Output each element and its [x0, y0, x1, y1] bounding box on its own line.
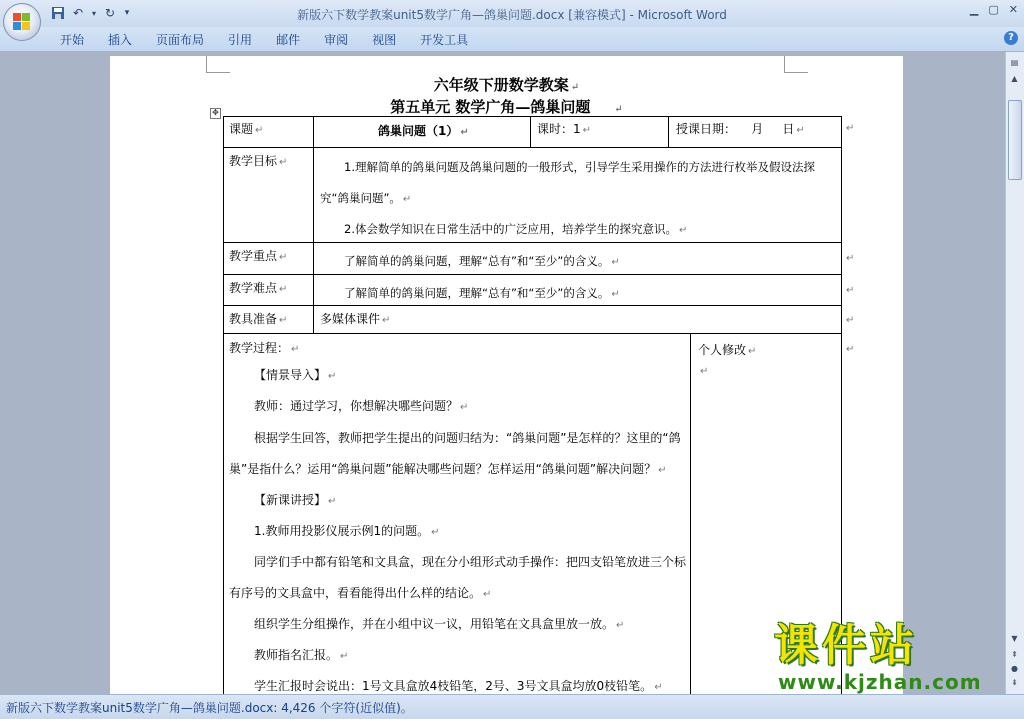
undo-icon[interactable]: ↶	[72, 6, 84, 20]
next-page-icon[interactable]: ⇟	[1011, 678, 1018, 687]
goals-line-3-text: 2.体会数学知识在日常生活中的广泛应用，培养学生的探究意识。	[344, 222, 677, 236]
select-browse-object-icon[interactable]: ●	[1011, 664, 1018, 673]
help-icon[interactable]: ?	[1004, 31, 1018, 45]
paragraph-mark-icon: ↵	[611, 289, 620, 300]
label-materials-text: 教具准备	[229, 312, 278, 326]
row-end-mark-icon	[844, 341, 854, 355]
row-end-mark: ↵	[846, 253, 855, 264]
document-name: 新版六下数学教案unit5数学广角—鸽巢问题.docx [兼容模式]	[297, 8, 626, 22]
table-border	[223, 274, 842, 275]
key-point-text	[344, 253, 620, 269]
table-border	[223, 333, 842, 334]
cell-mark-icon: ↵	[382, 315, 391, 326]
label-key-point-text: 教学重点	[229, 249, 278, 263]
cell-mark-icon: ↵	[279, 284, 288, 295]
office-button[interactable]	[3, 3, 41, 41]
row-end-mark: ↵	[846, 315, 855, 326]
document-subtitle-text: 第五单元 数学广角—鸽巢问题	[390, 98, 591, 116]
status-bar	[0, 694, 1024, 719]
row-end-mark: ↵	[846, 285, 855, 296]
ribbon-tabs	[48, 31, 480, 49]
process-line-8-text: 有序号的文具盒中，看看能得出什么样的结论。	[229, 586, 482, 600]
label-process	[229, 339, 299, 356]
tab-review[interactable]: 审阅	[324, 33, 349, 47]
crop-mark	[206, 72, 230, 73]
paragraph-mark-icon: ↵	[483, 589, 492, 600]
crop-mark	[784, 72, 808, 73]
process-line-3: 根据学生回答，教师把学生提出的问题归结为：“鸽巢问题”是怎样的？这里的“鸽	[254, 431, 681, 445]
paragraph-mark-icon: ↵	[460, 402, 469, 413]
scroll-down-icon[interactable]: ▼	[1011, 634, 1018, 643]
process-line-11	[254, 677, 663, 694]
row-end-mark-icon	[844, 120, 854, 134]
process-line-6-text: 1.教师用投影仪展示例1的问题。	[254, 524, 430, 538]
goals-line-2	[320, 190, 411, 206]
tab-developer[interactable]: 开发工具	[420, 33, 469, 47]
table-border	[841, 116, 842, 694]
cell-mark-icon: ↵	[255, 125, 264, 136]
paragraph-mark-icon: ↵	[402, 194, 412, 205]
label-key-point	[229, 247, 287, 264]
label-personal-edit-text: 个人修改	[698, 343, 747, 357]
document-page[interactable]	[110, 56, 903, 694]
table-border	[223, 242, 842, 243]
previous-page-icon[interactable]: ⇞	[1011, 650, 1018, 659]
difficulty-content: 了解简单的鸽巢问题，理解“总有”和“至少”的含义。	[344, 286, 610, 300]
process-line-6	[254, 522, 439, 539]
row-end-mark-icon	[844, 282, 854, 296]
cell-mark-icon: ↵	[279, 157, 288, 168]
tab-mailings[interactable]: 邮件	[276, 33, 301, 47]
site-watermark	[770, 618, 1010, 692]
document-title-text: 六年级下册数学教案	[433, 76, 569, 94]
watermark-title: 课件站	[774, 620, 918, 671]
cell-mark-icon: ↵	[582, 125, 592, 136]
row-end-mark: ↵	[846, 123, 855, 134]
tab-page-layout[interactable]: 页面布局	[156, 33, 205, 47]
label-personal-edit	[698, 341, 756, 358]
customize-qat-icon[interactable]: ▾	[124, 8, 130, 18]
lesson-topic	[378, 122, 469, 139]
lesson-hours-text: 课时：1	[537, 122, 581, 136]
table-border	[530, 116, 531, 147]
label-materials	[229, 310, 287, 327]
scroll-up-icon[interactable]: ▲	[1011, 74, 1018, 83]
paragraph-mark-icon: ↵	[616, 620, 625, 631]
process-line-4-text: 巢”是指什么？运用“鸽巢问题”能解决哪些问题？怎样运用“鸽巢问题”解决问题？	[229, 462, 657, 476]
cell-mark-icon: ↵	[460, 127, 469, 138]
title-separator: -	[625, 8, 638, 22]
table-border	[223, 147, 842, 148]
table-border	[223, 116, 842, 117]
label-goals	[229, 152, 287, 169]
table-border	[668, 116, 669, 147]
paragraph-mark-icon: ↵	[611, 257, 620, 268]
paragraph-mark-icon: ↵	[431, 527, 440, 538]
paragraph-mark-icon: ↵	[291, 344, 300, 355]
process-line-7: 同学们手中都有铅笔和文具盒，现在分小组形式动手操作：把四支铅笔放进三个标	[254, 555, 687, 569]
paragraph-mark-icon: ↵	[340, 651, 349, 662]
ribbon	[0, 27, 1024, 52]
paragraph-mark-icon: ↵	[700, 366, 709, 377]
key-point-content: 了解简单的鸽巢问题，理解“总有”和“至少”的含义。	[344, 254, 610, 268]
watermark-url: www.kjzhan.com	[778, 670, 982, 694]
process-line-9	[254, 615, 624, 632]
vertical-scrollbar[interactable]	[1005, 52, 1024, 694]
office-logo-icon	[13, 13, 31, 31]
tab-references[interactable]: 引用	[228, 33, 253, 47]
cell-mark-icon: ↵	[279, 315, 288, 326]
crop-mark	[206, 56, 207, 72]
paragraph-mark-icon: ↵	[748, 346, 757, 357]
label-topic	[229, 120, 263, 137]
lesson-date-text: 授课日期： 月 日	[676, 122, 795, 136]
process-line-1-text: 【情景导入】	[254, 368, 327, 382]
paragraph-mark-icon: ↵	[570, 82, 580, 93]
undo-dropdown-icon[interactable]: ▾	[91, 8, 96, 18]
process-line-10	[254, 646, 348, 663]
materials-text	[320, 310, 390, 327]
window-title	[0, 6, 1024, 23]
label-difficulty	[229, 279, 287, 296]
tab-view[interactable]: 视图	[372, 33, 397, 47]
process-line-5-text: 【新课讲授】	[254, 493, 327, 507]
process-line-11-text: 学生汇报时会说出：1号文具盒放4枝铅笔，2号、3号文具盒均放0枝铅笔。	[254, 679, 653, 693]
tab-home[interactable]: 开始	[60, 33, 85, 47]
window-controls	[970, 3, 1018, 16]
label-goals-text: 教学目标	[229, 154, 278, 168]
table-border	[223, 116, 224, 694]
paragraph-mark-icon: ↵	[678, 225, 688, 236]
label-process-text: 教学过程：	[229, 341, 290, 355]
process-line-2	[254, 397, 468, 414]
document-workspace[interactable]	[0, 52, 1006, 694]
app-name: Microsoft Word	[637, 8, 727, 22]
paragraph-mark-icon: ↵	[614, 104, 623, 115]
cell-mark-icon: ↵	[279, 252, 288, 263]
paragraph-mark-icon: ↵	[328, 496, 337, 507]
minimize-icon[interactable]: ▁	[969, 3, 979, 16]
label-difficulty-text: 教学难点	[229, 281, 278, 295]
process-line-1	[254, 366, 336, 383]
crop-mark	[784, 56, 785, 72]
label-topic-text: 课题	[229, 122, 254, 136]
cell-mark-icon	[698, 363, 708, 377]
close-icon[interactable]: ✕	[1008, 3, 1018, 16]
process-line-8	[229, 584, 491, 601]
row-end-mark: ↵	[846, 344, 855, 355]
paragraph-mark-icon: ↵	[654, 682, 663, 693]
tab-insert[interactable]: 插入	[108, 33, 133, 47]
process-line-2-text: 教师：通过学习，你想解决哪些问题？	[254, 399, 459, 413]
materials-content: 多媒体课件	[320, 312, 381, 326]
restore-icon[interactable]: ▢	[988, 3, 999, 16]
scrollbar-thumb[interactable]	[1008, 100, 1022, 180]
lesson-hours	[537, 120, 591, 137]
row-end-mark-icon	[844, 250, 854, 264]
process-line-5	[254, 491, 336, 508]
ruler-toggle-icon[interactable]: ▤	[1010, 58, 1019, 67]
process-line-10-text: 教师指名汇报。	[254, 648, 339, 662]
table-border	[313, 116, 314, 333]
goals-line-2-text: 究“鸽巢问题”。	[320, 191, 401, 205]
title-bar	[0, 0, 1024, 27]
row-end-mark-icon	[844, 312, 854, 326]
lesson-topic-text: 鸽巢问题（1）	[378, 124, 459, 138]
paragraph-mark-icon: ↵	[328, 371, 337, 382]
goals-line-3	[344, 221, 687, 237]
table-move-handle-icon[interactable]: ✥	[210, 108, 221, 119]
difficulty-text	[344, 285, 620, 301]
document-title	[110, 74, 903, 95]
process-line-4	[229, 460, 666, 477]
cell-mark-icon: ↵	[796, 125, 805, 136]
process-line-9-text: 组织学生分组操作，并在小组中议一议，用铅笔在文具盒里放一放。	[254, 617, 615, 631]
lesson-date	[676, 120, 805, 137]
document-subtitle	[110, 96, 903, 117]
table-border	[223, 305, 842, 306]
redo-icon[interactable]: ↻	[104, 6, 116, 20]
goals-line-1: 1.理解简单的鸽巢问题及鸽巢问题的一般形式，引导学生采用操作的方法进行枚举及假设法探	[344, 160, 815, 174]
paragraph-mark-icon: ↵	[658, 465, 667, 476]
table-border	[690, 333, 691, 694]
status-text: 新版六下数学教案unit5数学广角—鸽巢问题.docx: 4,426 个字符(近似值)。	[6, 701, 413, 715]
